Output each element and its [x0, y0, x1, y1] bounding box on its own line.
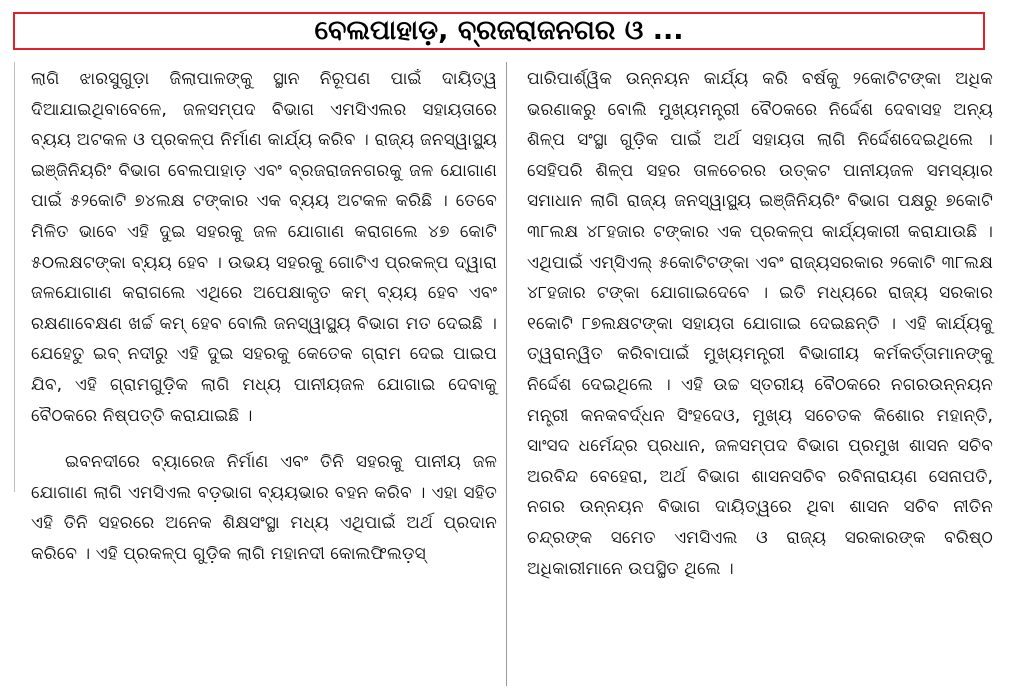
column-divider — [506, 62, 507, 686]
left-paragraph-2: ଇବନଦୀରେ ବ୍ୟାରେଜ ନିର୍ମାଣ ଏବଂ ତିନି ସହରକୁ ପାନୀୟ ଜଳ ଯୋଗାଣ ଲାଗି ଏମସିଏଲ ବଡ଼ଭାଗ ବ୍ୟୟଭାର ବହନ କରିବ । ଏହା ସହିତ ଏହି ତିନି ସହରରେ ଅନେକ ଶିକ୍ଷସଂସ୍ଥା ମଧ୍ୟ ଏଥିପାଇଁ ଅର୍ଥ ପ୍ରଦାନ କରିବେ । ଏହି ପ୍ରକଳ୍ପ ଗୁଡ଼ିକ ଲାଗି ମହାନଦୀ କୋଲଫିଲଡ଼ସ୍ — [31, 452, 497, 564]
headline: ବେଲପାହାଡ଼, ବ୍ରଜରାଜନଗର ଓ ... — [314, 15, 684, 46]
right-column — [513, 64, 997, 584]
left-column — [13, 64, 497, 570]
right-paragraph-1: ପାରିପାର୍ଶ୍ୱିକ ଉନ୍ନୟନ କାର୍ଯ୍ୟ କରି ବର୍ଷକୁ ୨କୋଟିଟଙ୍କା ଅଧିକ ଭରଣାକରୁ ବୋଲି ମୁଖ୍ୟମନ୍ତ୍ରୀ ବୈଠକରେ ନିର୍ଦ୍ଦେଶ ଦେବାସହ ଅନ୍ୟ ଶିଳ୍ପ ସଂସ୍ଥା ଗୁଡ଼ିକ ପାଇଁ ଅର୍ଥ ସହାୟତା ଲାଗି ନିର୍ଦ୍ଦେଶଦେଇଥିଲେ ।ସେହିପରି ଶିଳ୍ପ ସହର ତାଳଚେରର ଉତ୍କଟ ପାନୀୟଜଳ ସମସ୍ୟାର ସମାଧାନ ଲାଗି ରାଜ୍ୟ ଜନସ୍ୱାସ୍ଥ୍ୟ ଇଞ୍ଜିନିୟରିଂ ବିଭାଗ ପକ୍ଷରୁ ୭କୋଟି ୩୮ଲକ୍ଷ ୪୮ହଜାର ଟଙ୍କାର ଏକ ପ୍ରକଳ୍ପ କାର୍ଯ୍ୟକାରୀ କରାଯାଉଛି । ଏଥିପାଇଁ ଏମ୍ସିଏଲ୍ ୫କୋଟିଟଙ୍କା ଏବଂ ରାଜ୍ୟସରକାର ୨କୋଟି ୩୮ଲକ୍ଷ ୪୮ହଜାର ଟଙ୍କା ଯୋଗାଇଦେବେ । ଇତି ମଧ୍ୟରେ ରାଜ୍ୟ ସରକାର ୧କୋଟି ୮୭ଲକ୍ଷଟଙ୍କା ସହାୟତା ଯୋଗାଇ ଦେଇଛନ୍ତି । ଏହି କାର୍ଯ୍ୟକୁ ତ୍ୱରାନ୍ୱିତ କରିବାପାଇଁ ମୁଖ୍ୟମନ୍ତ୍ରୀ ବିଭାଗୀୟ କର୍ମକର୍ତ୍ତାମାନଙ୍କୁ ନିର୍ଦ୍ଦେଶ ଦେଇଥିଲେ । ଏହି ଉଚ୍ଚ ସ୍ତରୀୟ ବୈଠକରେ ନଗରଉନ୍ନୟନ ମନ୍ତ୍ରୀ କନକବର୍ଦ୍ଧନ ସିଂହଦେଓ, ମୁଖ୍ୟ ସଚେତକ କିଶୋର ମହାନ୍ତି, ସାଂସଦ ଧର୍ମେନ୍ଦ୍ର ପ୍ରଧାନ, ଜଳସମ୍ପଦ ବିଭାଗ ପ୍ରମୁଖ ଶାସନ ସଚିବ ଅରବିନ୍ଦ ବେହେରା, ଅର୍ଥ ବିଭାଗ ଶାସନସଚିବ ରବିନାରାୟଣ ସେନାପତି, ନଗର ଉନ୍ନୟନ ବିଭାଗ ଦାୟିତ୍ୱରେ ଥିବା ଶାସନ ସଚିବ ନୀତିନ ଚନ୍ଦ୍ରଙ୍କ ସମେତ ଏମସିଏଲ ଓ ରାଜ୍ୟ ସରକାରଙ୍କ ବରିଷ୍ଠ ଅଧିକାରୀମାନେ ଉପସ୍ଥିତ ଥିଲେ । — [527, 69, 993, 579]
left-paragraph-1: ଲାଗି ଝାରସୁଗୁଡ଼ା ଜିଲାପାଳଙ୍କୁ ସ୍ଥାନ ନିରୂପଣ ପାଇଁ ଦାୟିତ୍ୱ ଦିଆଯାଇଥିବାବେଳେ, ଜଳସମ୍ପଦ ବିଭାଗ ଏମସିଏଲର ସହାୟତାରେ ବ୍ୟୟ ଅଟକଳ ଓ ପ୍ରକଳ୍ପ ନିର୍ମାଣ କାର୍ଯ୍ୟ କରିବ । ରାଜ୍ୟ ଜନସ୍ୱାସ୍ଥ୍ୟ ଇଞ୍ଜିନିୟରିଂ ବିଭାଗ ବେଲପାହାଡ଼ ଏବଂ ବ୍ରଜରାଜନଗରକୁ ଜଳ ଯୋଗାଣ ପାଇଁ ୫୨କୋଟି ୭୪ଲକ୍ଷ ଟଙ୍କାର ଏକ ବ୍ୟୟ ଅଟକଳ କରିଛି । ତେବେ ମିଳିତ ଭାବେ ଏହି ଦୁଇ ସହରକୁ ଜଳ ଯୋଗାଣ କରାଗଲେ ୪୭ କୋଟି ୫୦ଲକ୍ଷଟଙ୍କା ବ୍ୟୟ ହେବ । ଉଭୟ ସହରକୁ ଗୋଟିଏ ପ୍ରକଳ୍ପ ଦ୍ୱାରା ଜଳଯୋଗାଣ କରାଗଲେ ଏଥିରେ ଅପେକ୍ଷାକୃତ କମ୍ ବ୍ୟୟ ହେବ ଏବଂ ରକ୍ଷଣାବେକ୍ଷଣ ଖର୍ଚ୍ଚ କମ୍ ହେବ ବୋଲି ଜନସ୍ୱାସ୍ଥ୍ୟ ବିଭାଗ ମତ ଦେଇଛି । ଯେହେତୁ ଇବ୍ ନଦୀରୁ ଏହି ଦୁଇ ସହରକୁ କେତେକ ଗ୍ରାମ ଦେଇ ପାଇପ ଯିବ, ଏହି ଗ୍ରାମଗୁଡ଼ିକ ଲାଗି ମଧ୍ୟ ପାନୀୟଜଳ ଯୋଗାଇ ଦେବାକୁ ବୈଠକରେ ନିଷ୍ପତ୍ତି କରାଯାଇଛି । — [31, 69, 497, 426]
headline-box — [13, 12, 985, 50]
